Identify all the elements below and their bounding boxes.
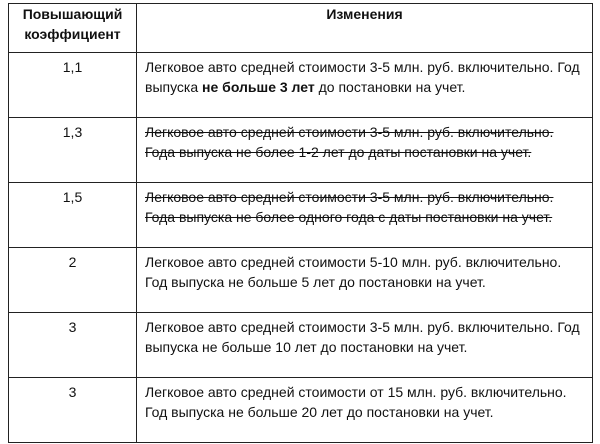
description-cell: [137, 118, 593, 183]
description-cell: [137, 183, 593, 248]
table-row: [9, 53, 593, 118]
coefficient-cell: 3: [9, 313, 137, 378]
description-cell: [137, 378, 593, 443]
table-header-row: [9, 4, 593, 53]
description-text-end: до постановки на учет.: [314, 79, 466, 95]
table-row: [9, 248, 593, 313]
description-cell: [137, 53, 593, 118]
coefficient-cell: 1,3: [9, 118, 137, 183]
description-text: Легковое авто средней стоимости от 15 млн. руб. включительно. Год выпуска не больше 20 лет до постановки на учет.: [145, 384, 567, 420]
description-cell: [137, 248, 593, 313]
description-text: Легковое авто средней стоимости 3-5 млн. руб. включительно. Год выпуска не больше 10 лет до постановки на учет.: [145, 319, 580, 355]
coefficient-table: [8, 3, 593, 443]
description-bold-text: не больше 3 лет: [202, 79, 315, 95]
coefficient-cell: 1,1: [9, 53, 137, 118]
description-cell: [137, 313, 593, 378]
coefficient-cell: 1,5: [9, 183, 137, 248]
description-text: Легковое авто средней стоимости 3-5 млн. руб. включительно. Год выпуска: [145, 59, 580, 95]
header-changes: Изменения: [137, 4, 593, 53]
header-coefficient: Повышающий коэффициент: [9, 4, 137, 53]
coefficient-cell: 2: [9, 248, 137, 313]
table-row: [9, 183, 593, 248]
table-row: [9, 118, 593, 183]
description-struck-text: Легковое авто средней стоимости 3-5 млн. руб. включительно. Года выпуска не более 1-2 лет до даты постановки на учет.: [145, 124, 554, 160]
table-row: [9, 378, 593, 443]
table-row: [9, 313, 593, 378]
description-struck-text: Легковое авто средней стоимости 3-5 млн. руб. включительно. Года выпуска не более одного года с даты постановки на учет.: [145, 189, 554, 225]
description-text: Легковое авто средней стоимости 5-10 млн. руб. включительно. Год выпуска не больше 5 лет до постановки на учет.: [145, 254, 562, 290]
coefficient-cell: 3: [9, 378, 137, 443]
